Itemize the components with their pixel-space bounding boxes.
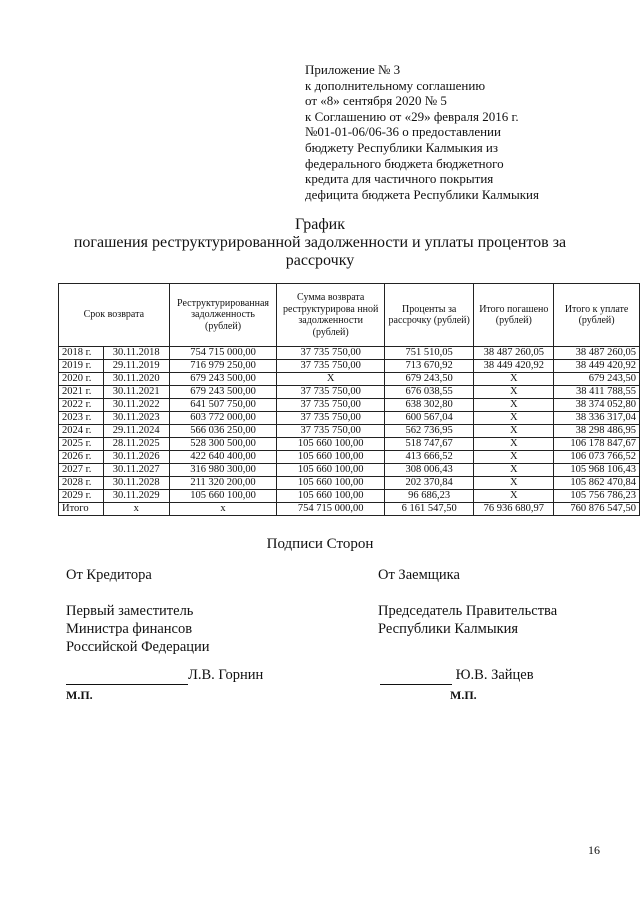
table-cell: 29.11.2024 [103, 425, 169, 438]
borrower-position-line: Республики Калмыкия [378, 621, 519, 637]
table-cell: 38 449 420,92 [474, 360, 554, 373]
table-cell: Х [474, 490, 554, 503]
table-cell: 422 640 400,00 [169, 451, 277, 464]
table-cell: 202 370,84 [384, 477, 474, 490]
table-cell: 603 772 000,00 [169, 412, 277, 425]
table-row [59, 477, 640, 490]
table-cell: 2024 г. [59, 425, 104, 438]
table-cell: 38 487 260,05 [554, 347, 640, 360]
header-due-date: Срок возврата [59, 284, 170, 347]
table-cell: 211 320 200,00 [169, 477, 277, 490]
creditor-position-line: Российской Федерации [66, 639, 210, 655]
table-cell: 413 666,52 [384, 451, 474, 464]
table-cell: 37 735 750,00 [277, 412, 384, 425]
table-cell: 30.11.2021 [103, 386, 169, 399]
page-number: 16 [588, 843, 600, 857]
borrower-position [378, 602, 557, 638]
appendix-line: к дополнительному соглашению [305, 77, 486, 93]
table-row [59, 360, 640, 373]
table-cell: 2019 г. [59, 360, 104, 373]
table-cell: 2026 г. [59, 451, 104, 464]
table-cell: Х [474, 399, 554, 412]
table-row [59, 373, 640, 386]
table-cell: 716 979 250,00 [169, 360, 277, 373]
table-cell: 760 876 547,50 [554, 503, 640, 516]
table-cell: 37 735 750,00 [277, 425, 384, 438]
table-cell: 105 660 100,00 [277, 438, 384, 451]
signatures-title: Подписи Сторон [266, 536, 374, 552]
table-cell: 679 243,50 [384, 373, 474, 386]
table-cell: 105 660 100,00 [277, 464, 384, 477]
creditor-stamp: М.П. [66, 688, 93, 702]
table-row [59, 425, 640, 438]
table-cell: Х [474, 425, 554, 438]
table-cell: 679 243 500,00 [169, 386, 277, 399]
table-cell: 105 756 786,23 [554, 490, 640, 503]
table-cell: х [103, 503, 169, 516]
table-cell: х [169, 503, 277, 516]
table-cell: Х [474, 373, 554, 386]
table-cell: 2028 г. [59, 477, 104, 490]
appendix-line: от «8» сентября 2020 № 5 [305, 93, 447, 109]
table-cell: 2022 г. [59, 399, 104, 412]
table-cell: 106 178 847,67 [554, 438, 640, 451]
table-cell: Итого [59, 503, 104, 516]
table-cell: 2020 г. [59, 373, 104, 386]
table-cell: 38 374 052,80 [554, 399, 640, 412]
table-cell: 2023 г. [59, 412, 104, 425]
table-cell: Х [474, 438, 554, 451]
table-row [59, 464, 640, 477]
header-total-due: Итого к уплате (рублей) [554, 284, 640, 347]
table-cell: 37 735 750,00 [277, 360, 384, 373]
table-cell: 38 487 260,05 [474, 347, 554, 360]
table-cell: Х [474, 386, 554, 399]
table-row [59, 451, 640, 464]
table-cell: 754 715 000,00 [169, 347, 277, 360]
header-restructured-debt: Реструктурированная задолженность (рублей) [169, 284, 277, 347]
signature-line [66, 666, 188, 685]
table-cell: 30.11.2022 [103, 399, 169, 412]
creditor-position [66, 602, 210, 656]
appendix-line: №01-01-06/06-36 о предоставлении [305, 124, 501, 140]
table-cell: 105 862 470,84 [554, 477, 640, 490]
table-row [59, 438, 640, 451]
table-cell: 105 660 100,00 [277, 451, 384, 464]
table-row [59, 399, 640, 412]
appendix-header [305, 62, 625, 202]
table-cell: 566 036 250,00 [169, 425, 277, 438]
table-cell: 30.11.2018 [103, 347, 169, 360]
table-cell: 30.11.2020 [103, 373, 169, 386]
table-cell: 2029 г. [59, 490, 104, 503]
table-cell: Х [474, 477, 554, 490]
table-cell: 679 243 500,00 [169, 373, 277, 386]
document-subtitle: погашения реструктурированной задолженности и уплаты процентов за [73, 234, 567, 251]
table-cell: 6 161 547,50 [384, 503, 474, 516]
appendix-line: дефицита бюджета Республики Калмыкия [305, 186, 539, 202]
table-cell: 37 735 750,00 [277, 386, 384, 399]
table-cell: 38 449 420,92 [554, 360, 640, 373]
table-cell: 2021 г. [59, 386, 104, 399]
header-total-repaid: Итого погашено (рублей) [474, 284, 554, 347]
table-row [59, 386, 640, 399]
table-cell: 28.11.2025 [103, 438, 169, 451]
table-cell: 29.11.2019 [103, 360, 169, 373]
table-cell: 96 686,23 [384, 490, 474, 503]
table-header-row [59, 284, 640, 347]
document-title: График [294, 216, 346, 233]
repayment-schedule-table [58, 283, 640, 516]
table-cell: 76 936 680,97 [474, 503, 554, 516]
table-cell: 679 243,50 [554, 373, 640, 386]
table-cell: Х [277, 373, 384, 386]
table-cell: 105 968 106,43 [554, 464, 640, 477]
creditor-signature [66, 666, 263, 685]
creditor-name: Л.В. Горнин [188, 667, 264, 683]
table-cell: Х [474, 451, 554, 464]
table-row [59, 412, 640, 425]
table-cell: 562 736,95 [384, 425, 474, 438]
borrower-stamp: М.П. [450, 688, 477, 702]
table-cell: 316 980 300,00 [169, 464, 277, 477]
appendix-line: кредита для частичного покрытия [305, 171, 494, 187]
table-cell: Х [474, 464, 554, 477]
table-cell: 106 073 766,52 [554, 451, 640, 464]
table-total-row [59, 503, 640, 516]
table-cell: 38 411 788,55 [554, 386, 640, 399]
creditor-position-line: Министра финансов [66, 621, 193, 637]
borrower-position-line: Председатель Правительства [378, 603, 558, 619]
table-cell: Х [474, 412, 554, 425]
header-interest: Проценты за рассрочку (рублей) [384, 284, 474, 347]
document-subtitle-cont: рассрочку [285, 252, 355, 269]
table-cell: 754 715 000,00 [277, 503, 384, 516]
table-cell: 308 006,43 [384, 464, 474, 477]
appendix-line: федерального бюджета бюджетного [305, 155, 504, 171]
borrower-label: От Заемщика [378, 567, 460, 583]
table-cell: 105 660 100,00 [277, 490, 384, 503]
table-cell: 600 567,04 [384, 412, 474, 425]
table-cell: 30.11.2026 [103, 451, 169, 464]
borrower-signature [380, 666, 534, 685]
table-cell: 37 735 750,00 [277, 399, 384, 412]
table-cell: 30.11.2029 [103, 490, 169, 503]
borrower-name: Ю.В. Зайцев [455, 667, 534, 683]
header-repayment-amount: Сумма возврата реструктурирова нной задолженности (рублей) [277, 284, 384, 347]
table-cell: 105 660 100,00 [277, 477, 384, 490]
table-cell: 2018 г. [59, 347, 104, 360]
table-cell: 105 660 100,00 [169, 490, 277, 503]
table-cell: 518 747,67 [384, 438, 474, 451]
table-cell: 38 298 486,95 [554, 425, 640, 438]
table-cell: 638 302,80 [384, 399, 474, 412]
signature-line [380, 666, 452, 685]
appendix-line: бюджету Республики Калмыкия из [305, 139, 499, 155]
table-cell: 30.11.2028 [103, 477, 169, 490]
table-cell: 676 038,55 [384, 386, 474, 399]
table-cell: 2027 г. [59, 464, 104, 477]
table-row [59, 347, 640, 360]
table-cell: 528 300 500,00 [169, 438, 277, 451]
table-cell: 751 510,05 [384, 347, 474, 360]
creditor-label: От Кредитора [66, 567, 152, 583]
table-cell: 38 336 317,04 [554, 412, 640, 425]
table-cell: 713 670,92 [384, 360, 474, 373]
table-cell: 2025 г. [59, 438, 104, 451]
creditor-position-line: Первый заместитель [66, 603, 194, 619]
appendix-line: к Соглашению от «29» февраля 2016 г. [305, 108, 519, 124]
table-cell: 641 507 750,00 [169, 399, 277, 412]
table-cell: 37 735 750,00 [277, 347, 384, 360]
appendix-line: Приложение № 3 [305, 62, 401, 77]
table-cell: 30.11.2023 [103, 412, 169, 425]
table-row [59, 490, 640, 503]
table-cell: 30.11.2027 [103, 464, 169, 477]
